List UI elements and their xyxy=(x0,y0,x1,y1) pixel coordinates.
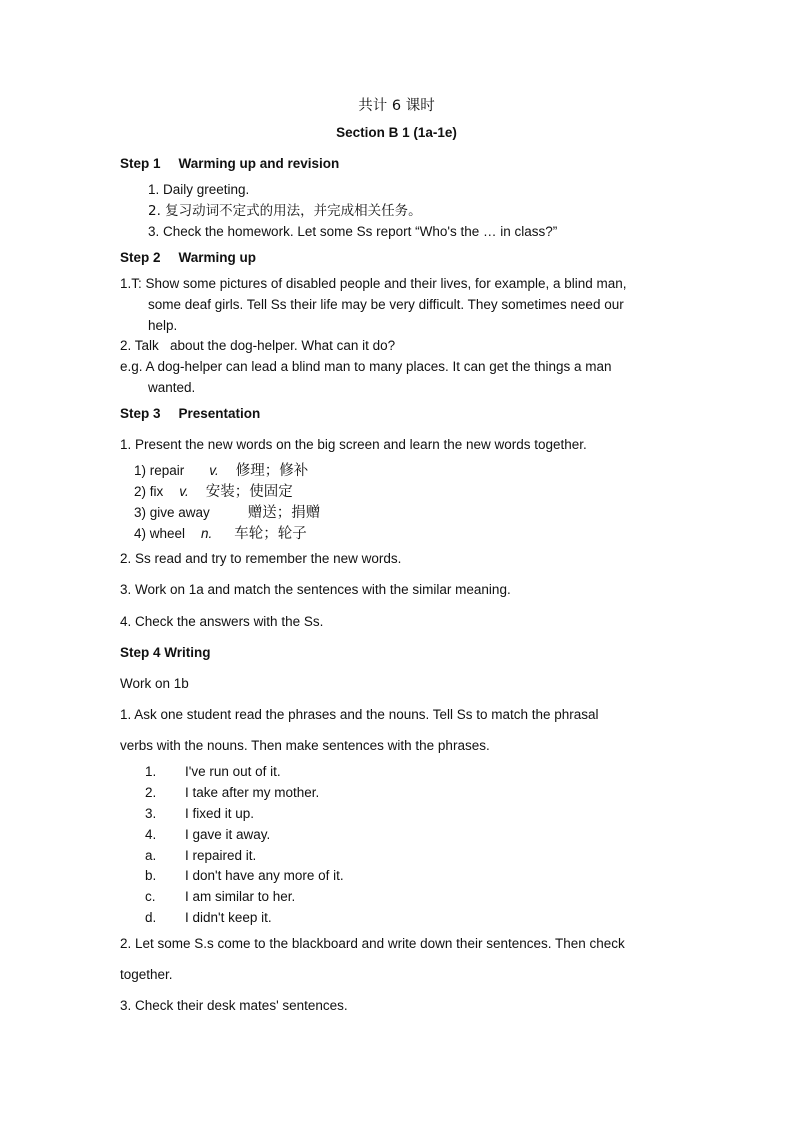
vocab-meaning: 车轮；轮子 xyxy=(234,526,307,542)
vocab-pos: v. xyxy=(209,463,219,478)
list-text: I gave it away. xyxy=(185,827,271,842)
list-text: I don't have any more of it. xyxy=(185,868,344,883)
step4-work: Work on 1b xyxy=(120,676,189,691)
vocab-word: 4) wheel xyxy=(134,526,186,541)
list-number: a. xyxy=(145,848,157,863)
step3-p1: 1. Present the new words on the big screen and learn the new words together. xyxy=(120,437,587,452)
vocab-word: 3) give away xyxy=(134,505,210,520)
vocab-meaning: 修理；修补 xyxy=(235,463,309,479)
list-number: 4. xyxy=(145,827,157,842)
list-text: I've run out of it. xyxy=(185,764,281,779)
list-item xyxy=(145,826,270,844)
vocab-word: 1) repair xyxy=(134,463,185,478)
step3-p3: 3. Work on 1a and match the sentences with the similar meaning. xyxy=(120,582,511,597)
step2-p3-line2: wanted. xyxy=(148,380,196,395)
step1-title: Warming up and revision xyxy=(178,156,340,171)
step1-heading xyxy=(120,155,339,173)
vocab-word: 2) fix xyxy=(134,484,164,499)
vocab-item xyxy=(134,525,307,543)
step2-title: Warming up xyxy=(178,250,257,265)
vocab-pos: n. xyxy=(201,526,213,541)
list-text: I am similar to her. xyxy=(185,889,296,904)
list-text: I take after my mother. xyxy=(185,785,320,800)
vocab-pos: v. xyxy=(179,484,189,499)
step3-title: Presentation xyxy=(178,406,261,421)
step4-heading: Step 4 Writing xyxy=(120,645,211,660)
list-text: I repaired it. xyxy=(185,848,257,863)
step4-p2-line1: 2. Let some S.s come to the blackboard and write down their sentences. Then check xyxy=(120,936,625,951)
list-item xyxy=(145,847,256,865)
list-item xyxy=(145,867,344,885)
section-title: Section B 1 (1a-1e) xyxy=(336,125,457,140)
step2-p1-line2: some deaf girls. Tell Ss their life may be very difficult. They sometimes need our xyxy=(148,297,624,312)
list-number: 1. xyxy=(145,764,157,779)
step2-p1-line1: 1.T: Show some pictures of disabled people and their lives, for example, a blind man, xyxy=(120,276,627,291)
list-text: I fixed it up. xyxy=(185,806,255,821)
step1-item-2: 2. 复习动词不定式的用法，并完成相关任务。 xyxy=(148,203,422,219)
list-item xyxy=(145,805,254,823)
step2-p1-line3: help. xyxy=(148,318,178,333)
step2-p2: 2. Talk about the dog-helper. What can it do? xyxy=(120,338,396,353)
vocab-meaning: 赠送；捐赠 xyxy=(247,505,321,521)
step1-label: Step 1 xyxy=(120,156,161,171)
step4-p1-line1: 1. Ask one student read the phrases and the nouns. Tell Ss to match the phrasal xyxy=(120,707,599,722)
vocab-meaning: 安装；使固定 xyxy=(205,484,293,500)
list-item xyxy=(145,909,272,927)
step3-label: Step 3 xyxy=(120,406,161,421)
list-item xyxy=(145,763,281,781)
step3-p4: 4. Check the answers with the Ss. xyxy=(120,614,324,629)
step3-p2: 2. Ss read and try to remember the new words. xyxy=(120,551,402,566)
step2-label: Step 2 xyxy=(120,250,161,265)
vocab-item xyxy=(134,483,293,501)
step2-p3-line1: e.g. A dog-helper can lead a blind man to many places. It can get the things a man xyxy=(120,359,612,374)
document-title: 共计 6 课时 xyxy=(358,98,435,114)
list-number: b. xyxy=(145,868,157,883)
list-number: c. xyxy=(145,889,156,904)
step1-item-3: 3. Check the homework. Let some Ss report “Who's the … in class?” xyxy=(148,224,558,239)
list-text: I didn't keep it. xyxy=(185,910,272,925)
step3-heading xyxy=(120,405,260,423)
vocab-item xyxy=(134,462,308,480)
step4-p3: 3. Check their desk mates' sentences. xyxy=(120,998,348,1013)
step4-p2-line2: together. xyxy=(120,967,173,982)
list-number: d. xyxy=(145,910,157,925)
list-item xyxy=(145,888,295,906)
step4-p1-line2: verbs with the nouns. Then make sentences with the phrases. xyxy=(120,738,490,753)
vocab-item xyxy=(134,504,320,522)
list-number: 2. xyxy=(145,785,157,800)
list-item xyxy=(145,784,319,802)
step1-item-1: 1. Daily greeting. xyxy=(148,182,250,197)
step2-heading xyxy=(120,249,256,267)
list-number: 3. xyxy=(145,806,157,821)
